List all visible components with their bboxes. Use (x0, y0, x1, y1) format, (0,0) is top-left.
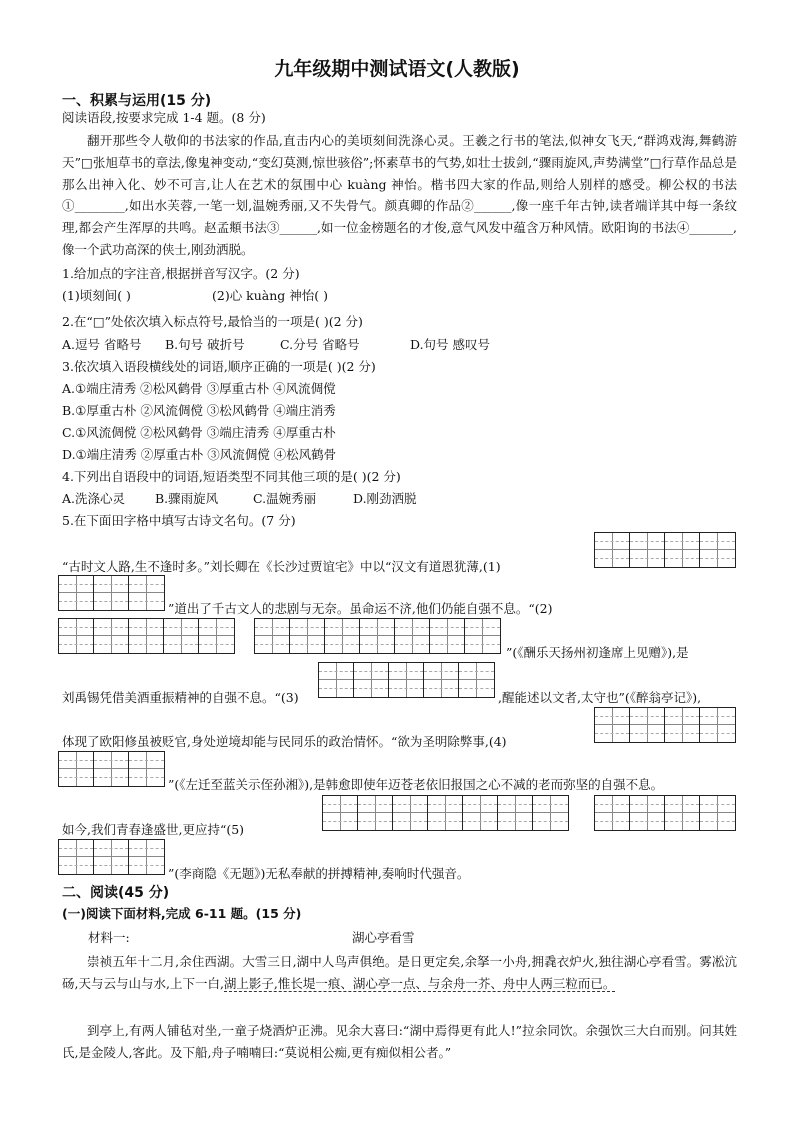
option-a[interactable]: A.逗号 省略号 (62, 337, 142, 352)
q5-line-2: ”道出了千古文人的悲剧与无奈。虽命运不济,他们仍能自强不息。“(2) (168, 601, 553, 616)
question-2-options (62, 335, 490, 353)
q5-line-5: 体现了欧阳修虽被贬官,身处逆境却能与民同乐的政治情怀。“欲为圣明除弊事,(4) (62, 734, 507, 749)
option-b[interactable]: B.骤雨旋风 (155, 491, 219, 506)
q5-line-4a: 刘禹锡凭借美酒重振精神的自强不息。“(3) (62, 690, 299, 705)
material-title: 湖心亭看雪 (352, 930, 415, 945)
answer-grid-2a[interactable] (58, 618, 235, 654)
question-2: 2.在“□”处依次填入标点符号,最恰当的一项是( )(2 分) (62, 314, 363, 329)
option-d[interactable]: D.句号 感叹号 (410, 337, 491, 352)
question-4-options (62, 489, 417, 507)
question-1a: (1)顷刻间( ) (62, 288, 131, 303)
answer-grid-3[interactable] (318, 662, 495, 698)
option-d[interactable]: D.刚劲洒脱 (353, 491, 417, 506)
page-title: 九年级期中测试语文(人教版) (274, 58, 520, 80)
answer-grid-5a[interactable] (322, 795, 569, 831)
q5-line-8: ”(李商隐《无题》)无私奉献的拼搏精神,奏响时代强音。 (168, 866, 470, 881)
option-b[interactable]: B.句号 破折号 (165, 337, 245, 352)
section1-intro: 阅读语段,按要求完成 1-4 题。(8 分) (62, 110, 266, 125)
reading-passage: 翻开那些令人敬仰的书法家的作品,直击内心的美顷刻间洗涤心灵。王羲之行书的笔法,似神女飞天,“群鸿戏海,舞鹤游天”□张旭草书的章法,像鬼神变动,“变幻莫测,惊世骇俗”;怀素草书的气势,如壮士拔剑,“骤雨旋风,声势满堂”□行草作品总是那么出神入化、妙不可言,让人在艺术的氛围中心 kuàng 神怡。楷书四大家的作品,则给人别样的感受。柳公权的书法①________,如出水芙蓉,一笔一划,温婉秀丽,又不失骨气。颜真卿的作品②______,像一座千年古钟,读者端详其中每一条纹理,都会产生浑厚的共鸣。赵孟頫书法③______,如一位金榜题名的才俊,意气风发中蕴含万种风情。欧阳询的书法④_______,像一个武功高深的侠士,刚劲洒脱。 (62, 133, 737, 257)
question-3: 3.依次填入语段横线处的词语,顺序正确的一项是( )(2 分) (62, 359, 376, 374)
question-3-option-a[interactable]: A.①端庄清秀 ②松风鹤骨 ③厚重古朴 ④风流倜傥 (62, 381, 336, 396)
paragraph-1-underlined: 湖上影子,惟长堤一痕、湖心亭一点、与余舟一芥、舟中人两三粒而已。 (223, 975, 616, 991)
q5-line-7: 如今,我们青春逢盛世,更应持“(5) (62, 822, 245, 837)
section1-heading: 一、积累与运用(15 分) (62, 93, 212, 109)
section2-subheading: (一)阅读下面材料,完成 6-11 题。(15 分) (62, 906, 302, 921)
option-a[interactable]: A.洗涤心灵 (62, 491, 126, 506)
option-c[interactable]: C.分号 省略号 (280, 337, 360, 352)
section2-heading: 二、阅读(45 分) (62, 885, 170, 901)
answer-grid-4b[interactable] (58, 751, 165, 787)
option-c[interactable]: C.温婉秀丽 (253, 491, 317, 506)
question-1b: (2)心 kuàng 神怡( ) (212, 288, 329, 303)
paragraph-1-text: 崇祯五年十二月,余住西湖。大雪三日,湖中人鸟声俱绝。是日更定矣,余拏一小舟,拥毳衣炉火,独往湖心亭看雪。雾凇沆砀,天与云与山与水,上下一白, (62, 954, 737, 991)
q5-line-1: “古时文人路,生不逢时多。”刘长卿在《长沙过贾谊宅》中以“汉文有道恩犹薄,(1) (62, 559, 501, 574)
answer-grid-2b[interactable] (254, 618, 501, 654)
question-4: 4.下列出自语段中的词语,短语类型不同其他三项的是( )(2 分) (62, 469, 401, 484)
q5-line-3: ”(《酬乐天扬州初逢席上见赠》),是 (506, 645, 689, 660)
question-5: 5.在下面田字格中填写古诗文名句。(7 分) (62, 513, 296, 528)
answer-grid-1b[interactable] (58, 575, 165, 611)
material-paragraph-2: 到亭上,有两人铺毡对坐,一童子烧酒炉正沸。见余大喜曰:“湖中焉得更有此人!”拉余同饮。余强饮三大白而别。问其姓氏,是金陵人,客此。及下船,舟子喃喃曰:“莫说相公痴,更有痴似相公者。” (62, 1023, 737, 1060)
material-paragraph-1 (62, 951, 737, 995)
material-label: 材料一: (88, 930, 130, 945)
answer-grid-4a[interactable] (594, 707, 736, 743)
question-3-option-c[interactable]: C.①风流倜傥 ②松风鹤骨 ③端庄清秀 ④厚重古朴 (62, 425, 336, 440)
question-3-option-d[interactable]: D.①端庄清秀 ②厚重古朴 ③风流倜傥 ④松风鹤骨 (62, 447, 337, 462)
question-3-option-b[interactable]: B.①厚重古朴 ②风流倜傥 ③松风鹤骨 ④端庄消秀 (62, 403, 336, 418)
answer-grid-5b[interactable] (594, 795, 736, 831)
answer-grid-1a[interactable] (594, 532, 736, 568)
answer-grid-5c[interactable] (58, 839, 165, 875)
question-1: 1.给加点的字注音,根据拼音写汉字。(2 分) (62, 266, 300, 281)
q5-line-6: ”(《左迁至蓝关示侄孙湘》),是韩愈即使年迈苍老依旧报国之心不减的老而弥坚的自强不息。 (168, 777, 664, 792)
q5-line-4b: ,醒能述以文者,太守也”(《醉翁亭记》), (498, 690, 702, 705)
